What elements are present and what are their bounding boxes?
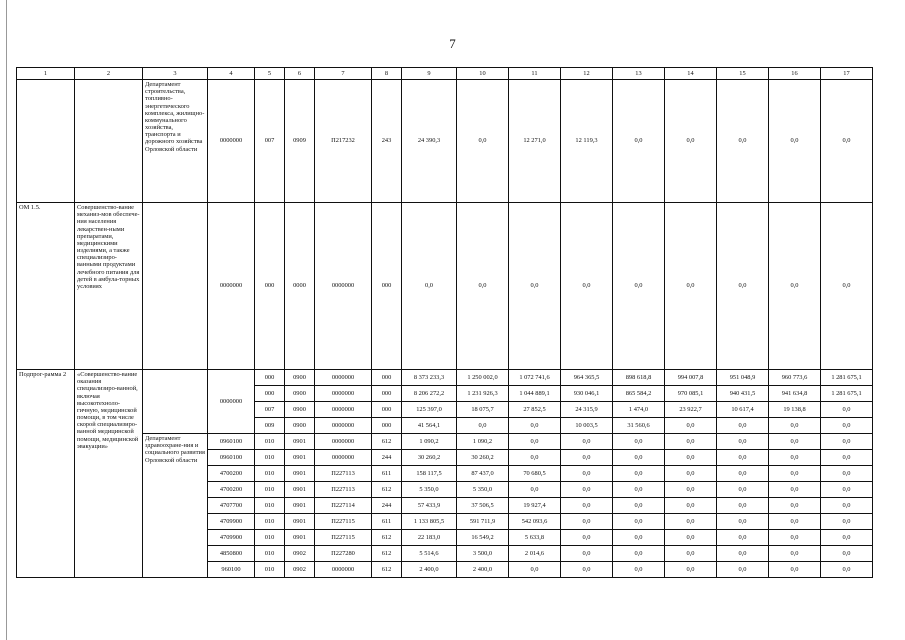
table-cell: 8 206 272,2 <box>402 386 457 402</box>
table-cell: 542 093,6 <box>509 514 561 530</box>
table-cell: 0,0 <box>717 434 769 450</box>
column-header: 10 <box>457 68 509 80</box>
table-cell: 612 <box>372 546 402 562</box>
table-cell: 0,0 <box>665 530 717 546</box>
table-cell: 0,0 <box>717 498 769 514</box>
table-cell: 4709900 <box>208 530 255 546</box>
table-cell: 0,0 <box>613 466 665 482</box>
table-cell: 243 <box>372 80 402 203</box>
table-cell: 0,0 <box>613 80 665 203</box>
kcsr-group-cell: 0000000 <box>208 370 255 434</box>
column-header: 8 <box>372 68 402 80</box>
table-cell: 0902 <box>285 546 315 562</box>
table-cell: 1 090,2 <box>457 434 509 450</box>
table-cell <box>143 203 208 370</box>
table-cell: 0,0 <box>561 203 613 370</box>
table-cell: 0,0 <box>457 418 509 434</box>
table-cell: 970 085,1 <box>665 386 717 402</box>
table-cell: 0000000 <box>315 450 372 466</box>
table-cell: 0960100 <box>208 450 255 466</box>
table-cell: 0,0 <box>665 434 717 450</box>
column-header: 13 <box>613 68 665 80</box>
table-cell: П227113 <box>315 466 372 482</box>
table-cell: 18 075,7 <box>457 402 509 418</box>
table-cell: 010 <box>255 466 285 482</box>
table-cell: 0000000 <box>315 562 372 578</box>
table-cell: 0,0 <box>821 402 873 418</box>
table-cell: 0,0 <box>457 203 509 370</box>
table-cell: 0,0 <box>561 530 613 546</box>
table-cell: 0,0 <box>665 466 717 482</box>
column-header: 16 <box>769 68 821 80</box>
table-cell: 000 <box>372 402 402 418</box>
table-cell: 0,0 <box>769 418 821 434</box>
table-cell: 31 560,6 <box>613 418 665 434</box>
table-row <box>17 203 873 370</box>
table-cell: 612 <box>372 562 402 578</box>
table-cell: 0,0 <box>613 530 665 546</box>
table-cell: 0,0 <box>717 562 769 578</box>
measure-name-cell: Совершенство-вание механиз-мов обеспече-ния населения лекарствен-ными препаратами, медицинскими изделиями, а также специализиро-ванными продуктами лечебного питания для детей в амбула-торных условиях <box>75 203 143 370</box>
table-cell: 0,0 <box>613 546 665 562</box>
table-cell: 0,0 <box>717 450 769 466</box>
table-cell: 0,0 <box>821 514 873 530</box>
table-cell: 30 260,2 <box>457 450 509 466</box>
table-cell: П227115 <box>315 514 372 530</box>
table-cell: 24 315,9 <box>561 402 613 418</box>
table-cell: 0,0 <box>821 466 873 482</box>
table-cell: 010 <box>255 546 285 562</box>
table-cell: 930 046,1 <box>561 386 613 402</box>
table-cell: 0,0 <box>613 450 665 466</box>
table-cell: 0000 <box>285 203 315 370</box>
table-cell: 1 133 805,5 <box>402 514 457 530</box>
table-cell: 0,0 <box>665 418 717 434</box>
table-cell: 0,0 <box>613 562 665 578</box>
table-cell: 0,0 <box>665 482 717 498</box>
table-cell: 1 090,2 <box>402 434 457 450</box>
table-cell: 1 072 741,6 <box>509 370 561 386</box>
table-cell: 0,0 <box>561 546 613 562</box>
table-cell: 2 400,0 <box>457 562 509 578</box>
table-cell: 4700200 <box>208 466 255 482</box>
table-cell: 0000000 <box>315 370 372 386</box>
table-cell: 0,0 <box>561 514 613 530</box>
table-cell: 10 617,4 <box>717 402 769 418</box>
column-header: 1 <box>17 68 75 80</box>
subprogram-code-cell: Подпрог-рамма 2 <box>17 370 75 578</box>
table-cell: 865 584,2 <box>613 386 665 402</box>
table-cell: 1 474,0 <box>613 402 665 418</box>
table-cell: 000 <box>372 370 402 386</box>
table-cell: 951 048,9 <box>717 370 769 386</box>
table-cell: 0,0 <box>457 80 509 203</box>
column-header: 4 <box>208 68 255 80</box>
table-cell: 0000000 <box>208 80 255 203</box>
table-cell: 0901 <box>285 434 315 450</box>
table-cell: 0,0 <box>717 418 769 434</box>
table-cell: 0,0 <box>665 203 717 370</box>
table-cell: 0,0 <box>769 546 821 562</box>
table-cell: 1 231 926,3 <box>457 386 509 402</box>
table-cell: 5 350,0 <box>402 482 457 498</box>
table-cell: 940 431,5 <box>717 386 769 402</box>
table-cell: 0,0 <box>509 450 561 466</box>
table-cell: 0901 <box>285 466 315 482</box>
table-cell: 611 <box>372 514 402 530</box>
table-row <box>17 370 873 386</box>
table-cell: 000 <box>372 386 402 402</box>
table-cell: 0,0 <box>821 482 873 498</box>
table-cell: 0,0 <box>613 434 665 450</box>
table-cell: 0,0 <box>769 498 821 514</box>
table-cell: 0,0 <box>613 498 665 514</box>
table-cell: 0,0 <box>665 498 717 514</box>
table-cell: 0,0 <box>769 203 821 370</box>
table-cell: 0902 <box>285 562 315 578</box>
table-cell: 0,0 <box>821 450 873 466</box>
table-cell: 0901 <box>285 498 315 514</box>
table-cell: 1 044 889,1 <box>509 386 561 402</box>
table-cell: 0,0 <box>717 203 769 370</box>
table-cell: 10 003,5 <box>561 418 613 434</box>
table-cell: 4707700 <box>208 498 255 514</box>
column-header: 9 <box>402 68 457 80</box>
table-cell: 0,0 <box>402 203 457 370</box>
table-cell: 010 <box>255 434 285 450</box>
table-cell: 0,0 <box>665 450 717 466</box>
column-header: 14 <box>665 68 717 80</box>
table-cell: 8 373 233,3 <box>402 370 457 386</box>
table-cell: 0000000 <box>315 203 372 370</box>
table-cell: 0,0 <box>769 80 821 203</box>
table-cell: 0,0 <box>717 514 769 530</box>
column-header: 11 <box>509 68 561 80</box>
table-cell: 0000000 <box>208 203 255 370</box>
subprogram-executor-cell: Департамент здравоохране-ния и социального развития Орловской области <box>143 434 208 578</box>
table-cell: 19 927,4 <box>509 498 561 514</box>
table-cell: 4700200 <box>208 482 255 498</box>
table-cell: 30 260,2 <box>402 450 457 466</box>
table-cell: 3 500,0 <box>457 546 509 562</box>
table-cell: 007 <box>255 402 285 418</box>
table-cell: 125 397,0 <box>402 402 457 418</box>
column-header: 12 <box>561 68 613 80</box>
table-cell: 0,0 <box>665 546 717 562</box>
table-cell: 0900 <box>285 418 315 434</box>
table-cell: 5 350,0 <box>457 482 509 498</box>
table-cell: 960 773,6 <box>769 370 821 386</box>
table-row <box>17 434 873 450</box>
table-cell: 0,0 <box>821 530 873 546</box>
table-cell: 010 <box>255 514 285 530</box>
table-cell: 0,0 <box>769 514 821 530</box>
table-cell: 960100 <box>208 562 255 578</box>
table-cell: 941 634,8 <box>769 386 821 402</box>
table-cell: 27 852,5 <box>509 402 561 418</box>
table-cell: 0,0 <box>509 482 561 498</box>
table-cell: 37 506,5 <box>457 498 509 514</box>
table-cell: 0,0 <box>665 80 717 203</box>
table-cell: 0,0 <box>821 546 873 562</box>
table-cell: 0,0 <box>769 434 821 450</box>
table-cell: 0,0 <box>509 562 561 578</box>
table-cell: 0,0 <box>821 562 873 578</box>
column-header: 3 <box>143 68 208 80</box>
table-cell: 1 250 002,0 <box>457 370 509 386</box>
table-cell: 964 365,5 <box>561 370 613 386</box>
table-cell: 010 <box>255 498 285 514</box>
page-edge-line <box>6 0 7 640</box>
table-cell: 0,0 <box>561 482 613 498</box>
table-cell: 612 <box>372 434 402 450</box>
column-header: 2 <box>75 68 143 80</box>
table-cell: 70 680,5 <box>509 466 561 482</box>
table-cell: 0,0 <box>665 514 717 530</box>
table-cell: 0,0 <box>821 418 873 434</box>
column-header: 7 <box>315 68 372 80</box>
table-cell: 000 <box>255 370 285 386</box>
table-cell: 0,0 <box>561 466 613 482</box>
table-cell: 5 633,8 <box>509 530 561 546</box>
table-cell: 000 <box>255 203 285 370</box>
table-cell: 19 138,8 <box>769 402 821 418</box>
executor-cell: Департамент строительства, топливно-энергетического комплекса, жилищно-коммунального хозяйства, транспорта и дорожного хозяйства Орловской области <box>143 80 208 203</box>
table-cell: 0,0 <box>717 546 769 562</box>
table-cell <box>17 80 75 203</box>
table-cell: 0,0 <box>509 418 561 434</box>
table-cell: 4850800 <box>208 546 255 562</box>
table-cell: 898 618,8 <box>613 370 665 386</box>
table-cell: 0,0 <box>769 562 821 578</box>
table-cell: 0,0 <box>665 562 717 578</box>
table-cell: 0,0 <box>613 203 665 370</box>
table-cell: 2 014,6 <box>509 546 561 562</box>
table-cell: 0,0 <box>769 450 821 466</box>
table-cell: 0,0 <box>717 80 769 203</box>
table-cell: П227280 <box>315 546 372 562</box>
table-cell: 0901 <box>285 530 315 546</box>
measure-code-cell: ОМ 1.5. <box>17 203 75 370</box>
table-cell: 0901 <box>285 450 315 466</box>
table-cell: 12 271,0 <box>509 80 561 203</box>
table-cell: 0,0 <box>821 203 873 370</box>
table-cell: 12 119,3 <box>561 80 613 203</box>
table-cell <box>143 370 208 434</box>
table-cell: 000 <box>372 418 402 434</box>
table-cell: 5 514,6 <box>402 546 457 562</box>
table-cell: 0,0 <box>821 434 873 450</box>
table-cell: 0,0 <box>561 434 613 450</box>
table-cell: 0,0 <box>561 498 613 514</box>
table-cell: П227115 <box>315 530 372 546</box>
table-cell: 0,0 <box>821 80 873 203</box>
table-cell: 0,0 <box>821 498 873 514</box>
table-cell: 0,0 <box>769 530 821 546</box>
column-header: 15 <box>717 68 769 80</box>
table-cell: 611 <box>372 466 402 482</box>
table-cell: 0,0 <box>509 434 561 450</box>
table-cell: 010 <box>255 482 285 498</box>
table-cell: 23 922,7 <box>665 402 717 418</box>
table-cell: 0,0 <box>613 482 665 498</box>
table-cell: 591 711,9 <box>457 514 509 530</box>
table-cell: 87 437,0 <box>457 466 509 482</box>
table-cell: 0,0 <box>509 203 561 370</box>
table-cell: 1 281 675,1 <box>821 370 873 386</box>
table-cell: 0000000 <box>315 402 372 418</box>
table-header-row <box>17 68 873 80</box>
table-cell: 0960100 <box>208 434 255 450</box>
table-cell: 0900 <box>285 402 315 418</box>
table-cell: 0901 <box>285 514 315 530</box>
table-cell: 612 <box>372 482 402 498</box>
table-cell: 0,0 <box>717 466 769 482</box>
table-cell: 0900 <box>285 370 315 386</box>
subprogram-name-cell: «Совершенство-вание оказания специализиро-ванной, включая высокотехноло-гичную, медицинской помощи, в том числе скорой специализиро-ванной медицинской помощи, медицинской эвакуации» <box>75 370 143 578</box>
table-row <box>17 80 873 203</box>
table-cell: 000 <box>372 203 402 370</box>
table-cell: 612 <box>372 530 402 546</box>
table-cell: 0,0 <box>769 482 821 498</box>
table-cell: 000 <box>255 386 285 402</box>
table-cell: 24 390,3 <box>402 80 457 203</box>
table-cell: 010 <box>255 450 285 466</box>
table-cell: 1 281 675,1 <box>821 386 873 402</box>
column-header: 17 <box>821 68 873 80</box>
table-cell: 22 183,0 <box>402 530 457 546</box>
table-cell: 244 <box>372 498 402 514</box>
table-cell: П217232 <box>315 80 372 203</box>
column-header: 6 <box>285 68 315 80</box>
table-cell: 010 <box>255 530 285 546</box>
table-cell <box>75 80 143 203</box>
table-cell: 57 433,9 <box>402 498 457 514</box>
table-cell: 0,0 <box>561 562 613 578</box>
table-cell: 009 <box>255 418 285 434</box>
table-cell: 2 400,0 <box>402 562 457 578</box>
table-cell: 010 <box>255 562 285 578</box>
table-cell: 007 <box>255 80 285 203</box>
table-cell: 4709900 <box>208 514 255 530</box>
table-cell: 158 117,5 <box>402 466 457 482</box>
table-cell: 41 564,1 <box>402 418 457 434</box>
table-cell: 0900 <box>285 386 315 402</box>
table-cell: 16 549,2 <box>457 530 509 546</box>
table-cell: 994 007,8 <box>665 370 717 386</box>
table-cell: 0000000 <box>315 434 372 450</box>
table-cell: 0,0 <box>717 482 769 498</box>
table-cell: 0000000 <box>315 418 372 434</box>
table-cell: 0000000 <box>315 386 372 402</box>
table-cell: 0,0 <box>769 466 821 482</box>
table-cell: 0909 <box>285 80 315 203</box>
page-number: 7 <box>449 36 456 51</box>
table-cell: 0,0 <box>561 450 613 466</box>
table-cell: 244 <box>372 450 402 466</box>
table-cell: П227114 <box>315 498 372 514</box>
column-header: 5 <box>255 68 285 80</box>
table-cell: П227113 <box>315 482 372 498</box>
table-cell: 0,0 <box>613 514 665 530</box>
table-cell: 0901 <box>285 482 315 498</box>
budget-table <box>16 67 873 578</box>
table-cell: 0,0 <box>717 530 769 546</box>
